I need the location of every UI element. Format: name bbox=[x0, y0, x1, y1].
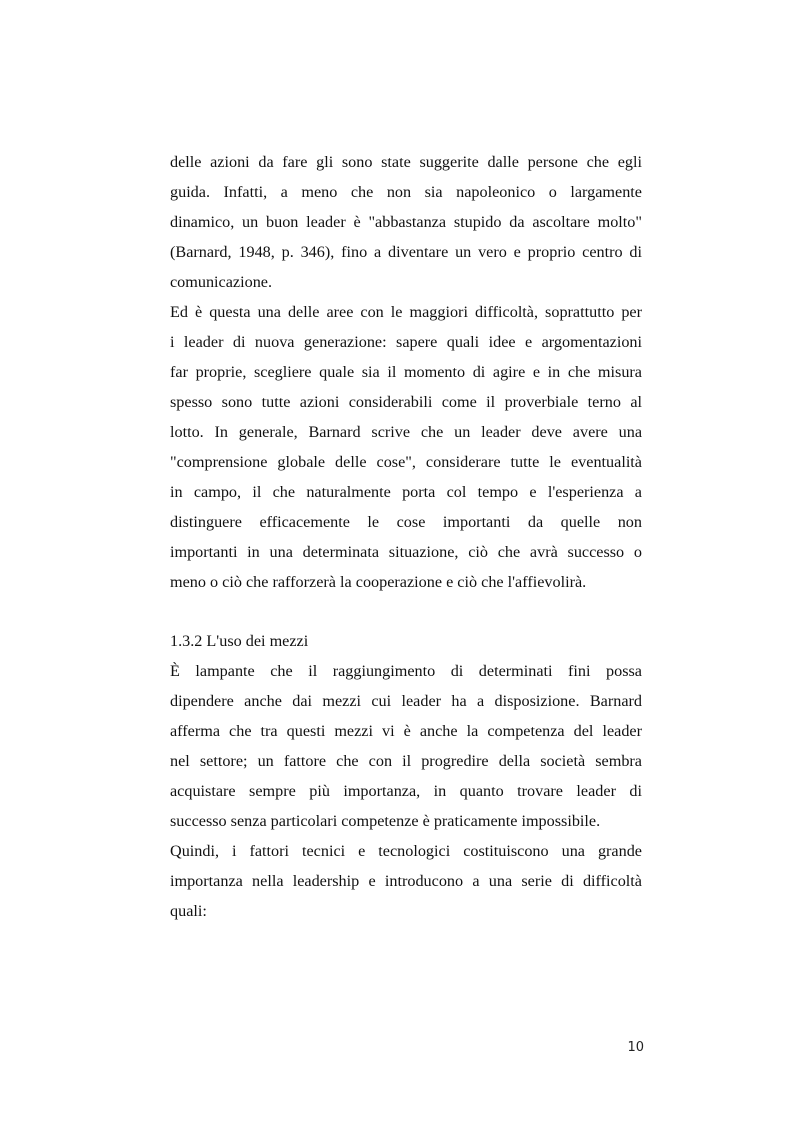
section-heading: 1.3.2 L'uso dei mezzi bbox=[170, 632, 309, 650]
paragraph-2 bbox=[170, 297, 642, 597]
paragraph-line: È lampante che il raggiungimento di determinati fini possa bbox=[170, 662, 642, 680]
paragraph-1 bbox=[170, 147, 642, 297]
paragraph-line: (Barnard, 1948, p. 346), fino a diventare un vero e proprio centro di bbox=[170, 243, 642, 261]
paragraph-line: Ed è questa una delle aree con le maggiori difficoltà, soprattutto per bbox=[170, 303, 642, 321]
paragraph-line: in campo, il che naturalmente porta col tempo e l'esperienza a bbox=[170, 483, 642, 501]
paragraph-line: distinguere efficacemente le cose importanti da quelle non bbox=[170, 513, 642, 531]
paragraph-line: nel settore; un fattore che con il progredire della società sembra bbox=[170, 752, 642, 770]
paragraph-line: lotto. In generale, Barnard scrive che un leader deve avere una bbox=[170, 423, 642, 441]
paragraph-3 bbox=[170, 656, 642, 836]
paragraph-line: i leader di nuova generazione: sapere quali idee e argomentazioni bbox=[170, 333, 642, 351]
paragraph-line: acquistare sempre più importanza, in quanto trovare leader di bbox=[170, 782, 642, 800]
paragraph-line: importanti in una determinata situazione, ciò che avrà successo o bbox=[170, 543, 642, 561]
paragraph-line: far proprie, scegliere quale sia il momento di agire e in che misura bbox=[170, 363, 642, 381]
paragraph-line: Quindi, i fattori tecnici e tecnologici costituiscono una grande bbox=[170, 842, 642, 860]
paragraph-line: dipendere anche dai mezzi cui leader ha a disposizione. Barnard bbox=[170, 692, 642, 710]
paragraph-line: dinamico, un buon leader è "abbastanza stupido da ascoltare molto" bbox=[170, 213, 642, 231]
page-number: 10 bbox=[627, 1040, 644, 1055]
paragraph-line: spesso sono tutte azioni considerabili come il proverbiale terno al bbox=[170, 393, 642, 411]
paragraph-line: delle azioni da fare gli sono state suggerite dalle persone che egli bbox=[170, 153, 642, 171]
paragraph-line: successo senza particolari competenze è praticamente impossibile. bbox=[170, 812, 601, 830]
paragraph-4 bbox=[170, 836, 642, 926]
paragraph-line: importanza nella leadership e introducono a una serie di difficoltà bbox=[170, 872, 642, 890]
paragraph-line: "comprensione globale delle cose", considerare tutte le eventualità bbox=[170, 453, 642, 471]
paragraph-line: quali: bbox=[170, 902, 207, 920]
paragraph-line: meno o ciò che rafforzerà la cooperazione e ciò che l'affievolirà. bbox=[170, 573, 587, 591]
paragraph-line: guida. Infatti, a meno che non sia napoleonico o largamente bbox=[170, 183, 642, 201]
paragraph-line: comunicazione. bbox=[170, 273, 273, 291]
paragraph-line: afferma che tra questi mezzi vi è anche la competenza del leader bbox=[170, 722, 642, 740]
